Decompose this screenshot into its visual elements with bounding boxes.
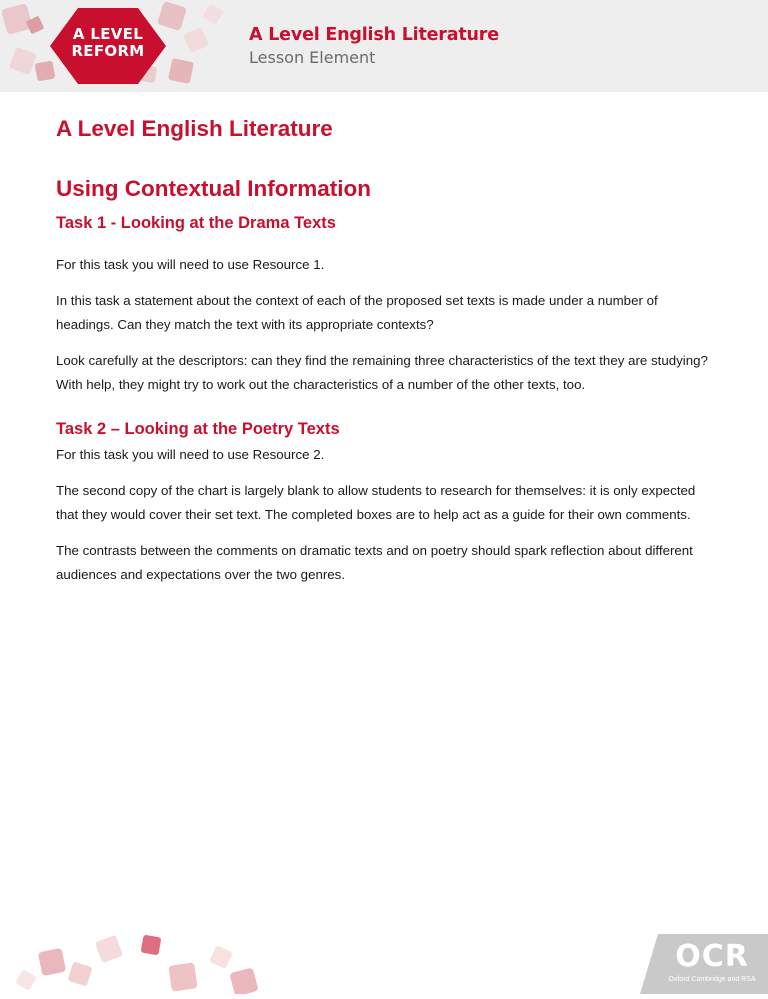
- task1-paragraph-2: In this task a statement about the context of each of the proposed set texts is made under a number of headings. Can they match the text with its appropriate contexts?: [56, 293, 658, 332]
- ocr-logo: [640, 934, 768, 994]
- header-band: [0, 0, 768, 92]
- document-title: A Level English Literature: [56, 116, 333, 141]
- task1-paragraph-3: Look carefully at the descriptors: can they find the remaining three characteristics of the text they are studying? With help, they might try to work out the characteristics of a number of the other texts, too.: [56, 353, 708, 392]
- header-subtitle: Lesson Element: [249, 48, 376, 67]
- task2-paragraph-3: The contrasts between the comments on dramatic texts and on poetry should spark reflection about different audiences and expectations over the two genres.: [56, 543, 693, 582]
- task1-paragraph-1: For this task you will need to use Resource 1.: [56, 257, 325, 272]
- document-subtitle: Using Contextual Information: [56, 176, 371, 201]
- footer-decorative-cubes-icon: [0, 920, 300, 994]
- badge-line-1: A LEVEL: [72, 25, 144, 43]
- ocr-logo-tagline: Oxford Cambridge and RSA: [668, 976, 756, 983]
- badge-text: [48, 26, 168, 60]
- task2-paragraph-2: The second copy of the chart is largely blank to allow students to research for themselves: it is only expected that they would cover their set text. The completed boxes are to help act as a guide for their own comments.: [56, 483, 696, 522]
- task2-paragraph-1: For this task you will need to use Resource 2.: [56, 447, 325, 462]
- task1-heading: Task 1 - Looking at the Drama Texts: [56, 214, 336, 232]
- document-body: [56, 115, 716, 587]
- badge-line-2: REFORM: [71, 42, 145, 60]
- header-title: A Level English Literature: [249, 25, 499, 45]
- ocr-logo-text: OCR: [675, 939, 749, 974]
- task2-heading: Task 2 – Looking at the Poetry Texts: [56, 420, 340, 438]
